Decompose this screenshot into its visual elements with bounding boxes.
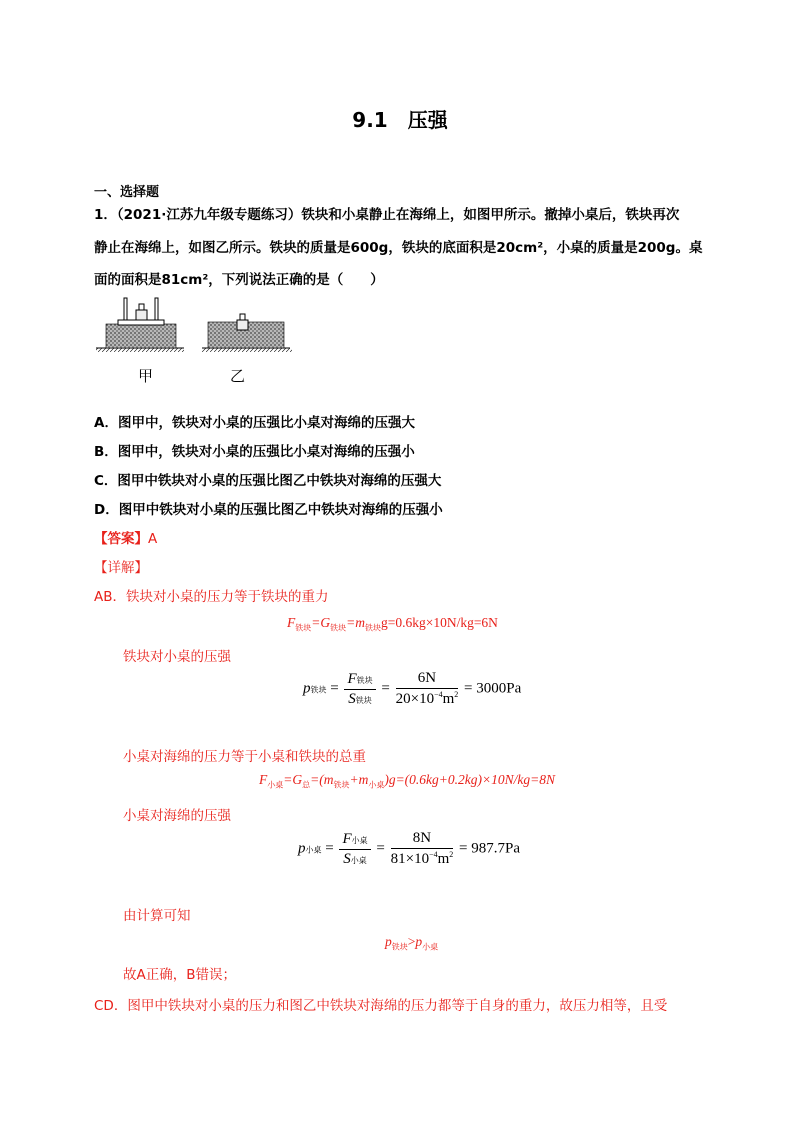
explain-calc-label: 由计算可知 xyxy=(123,908,191,924)
formula-2-frac-b: $\frac{8N}{81\times 10^{-4}m^2}$ xyxy=(390,830,454,867)
formula-1: p铁块 = $\frac{\text{F铁块}}{\text{S铁块}}$ = $\frac{6N}{20\times 10^{-4}m^2}$ = 3000Pa xyxy=(303,670,522,707)
answer-value: A xyxy=(148,531,158,547)
option-d: D．图甲中铁块对小桌的压强比图乙中铁块对海绵的压强小 xyxy=(94,502,443,518)
detail-tag: 【详解】 xyxy=(94,560,148,576)
formula-2-result: = 987.7Pa xyxy=(459,840,520,857)
question-line-2: 静止在海绵上，如图乙所示。铁块的质量是600g，铁块的底面积是20cm²，小桌的质量是200g。桌 xyxy=(94,240,703,256)
explain-p1-label: 铁块对小桌的压强 xyxy=(123,649,231,665)
formula-2-frac-a: $\frac{\text{F小桌}}{\text{S小桌}}$ xyxy=(339,831,370,868)
formula-1-frac-b: $\frac{6N}{20\times 10^{-4}m^2}$ xyxy=(395,670,459,707)
answer-tag: 【答案】 xyxy=(94,531,148,547)
eq1-F-sub: 铁块 xyxy=(295,623,312,633)
explain-p2-label: 小桌对海绵的压力等于小桌和铁块的总重 xyxy=(123,749,366,765)
eq1-F: F xyxy=(287,615,296,630)
question-line-3: 面的面积是81cm²，下列说法正确的是（ ） xyxy=(94,272,384,288)
answer-line xyxy=(94,527,157,547)
formula-2: p小桌 = $\frac{\text{F小桌}}{\text{S小桌}}$ = $\frac{8N}{81\times 10^{-4}m^2}$ = 987.7Pa xyxy=(298,830,520,867)
section-heading: 一、选择题 xyxy=(94,185,160,200)
eq1-m-sub: 铁块 xyxy=(364,623,381,633)
comparison: $p_{铁块}>p_{小桌}$ xyxy=(385,934,439,952)
explain-p3-label: 小桌对海绵的压强 xyxy=(123,808,231,824)
option-c: C．图甲中铁块对小桌的压强比图乙中铁块对海绵的压强大 xyxy=(94,473,442,489)
figure-label-b: 乙 xyxy=(230,367,246,385)
eq1-G-sub: 铁块 xyxy=(330,623,347,633)
formula-1-frac-a: $\frac{\text{F铁块}}{\text{S铁块}}$ xyxy=(344,671,375,708)
explain-cd: CD．图甲中铁块对小桌的压力和图乙中铁块对海绵的压力都等于自身的重力，故压力相等，且受 xyxy=(94,998,668,1014)
formula-1-result: = 3000Pa xyxy=(464,680,522,697)
experiment-figure xyxy=(94,296,294,388)
equation-1 xyxy=(287,615,498,634)
eq1-rest: g=0.6kg×10N/kg=6N xyxy=(380,615,498,630)
eq1-G: =G xyxy=(311,615,331,630)
eq1-m: =m xyxy=(346,615,365,630)
figure-b-yi xyxy=(202,314,292,352)
figure-a-jia xyxy=(96,298,184,352)
option-a: A．图甲中，铁块对小桌的压强比小桌对海绵的压强大 xyxy=(94,415,415,431)
explain-ab: AB．铁块对小桌的压力等于铁块的重力 xyxy=(94,589,329,605)
explain-conclusion: 故A正确，B错误； xyxy=(123,967,236,983)
page-title: 9.1 压强 xyxy=(352,108,448,132)
figure-label-a: 甲 xyxy=(138,367,154,385)
question-line-1: 1．（2021·江苏九年级专题练习）铁块和小桌静止在海绵上，如图甲所示。撤掉小桌后，铁块再次 xyxy=(94,207,680,223)
equation-2: $F_{小桌}=G_总=(m_{铁块}+m_{小桌})g=(0.6kg+0.2kg)\times 10N/kg=8N$ xyxy=(259,772,555,790)
option-b: B．图甲中，铁块对小桌的压强比小桌对海绵的压强小 xyxy=(94,444,415,460)
